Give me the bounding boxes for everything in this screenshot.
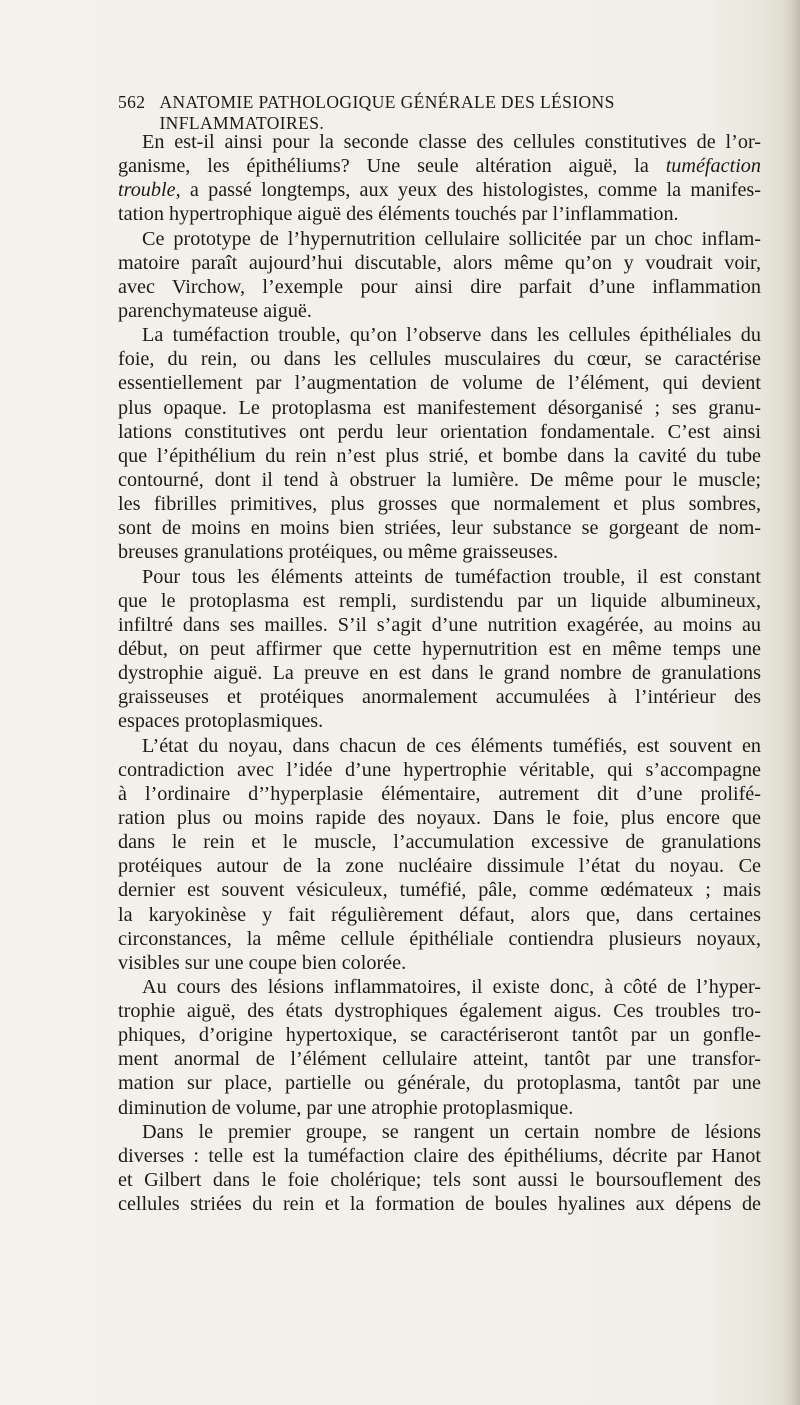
text-line <box>118 1168 761 1192</box>
text-line <box>118 951 761 975</box>
text-run: tation hypertrophique aiguë des éléments touchés par l’inflammation. <box>118 203 679 226</box>
text-line <box>118 1192 761 1216</box>
running-header <box>118 92 758 134</box>
text-line <box>118 854 761 878</box>
text-line <box>118 613 761 637</box>
text-line <box>118 396 761 420</box>
text-run: lations constitutives ont perdu leur orientation fondamentale. C’est ainsi <box>118 420 761 443</box>
text-line <box>118 178 761 202</box>
text-line <box>118 1144 761 1168</box>
text-line <box>118 299 761 323</box>
text-line <box>118 1023 761 1047</box>
text-run: circonstances, la même cellule épithéliale contiendra plusieurs noyaux, <box>118 927 761 950</box>
text-line <box>118 999 761 1023</box>
text-run: essentiellement par l’augmentation de volume de l’élément, qui devient <box>118 372 761 395</box>
running-title: ANATOMIE PATHOLOGIQUE GÉNÉRALE DES LÉSIONS INFLAMMATOIRES. <box>159 92 615 133</box>
text-line <box>118 444 761 468</box>
text-line <box>118 540 761 564</box>
text-run: dans le rein et le muscle, l’accumulation excessive de granulations <box>118 831 761 854</box>
text-line <box>118 589 761 613</box>
text-line <box>118 782 761 806</box>
text-run: plus opaque. Le protoplasma est manifestement désorganisé ; ses granu- <box>118 396 761 419</box>
text-run: espaces protoplasmiques. <box>118 710 324 733</box>
text-run: matoire paraît aujourd’hui discutable, alors même qu’on y voudrait voir, <box>118 251 761 274</box>
text-line <box>118 420 761 444</box>
text-line <box>118 878 761 902</box>
text-line <box>118 661 761 685</box>
text-line <box>118 227 761 251</box>
italic-term: trouble <box>118 179 176 202</box>
text-run: , a passé longtemps, aux yeux des histologistes, comme la manifes- <box>175 179 761 202</box>
text-run: phiques, d’origine hypertoxique, se caractériseront tantôt par un gonfle- <box>118 1024 761 1047</box>
text-run: début, on peut affirmer que cette hypernutrition est en même temps une <box>118 637 761 660</box>
text-line <box>118 806 761 830</box>
text-line <box>118 323 761 347</box>
text-line <box>118 347 761 371</box>
page-number: 562 <box>118 92 146 112</box>
text-run: cellules striées du rein et la formation de boules hyalines aux dépens de <box>118 1193 761 1216</box>
text-line <box>118 516 761 540</box>
text-run: protéiques autour de la zone nucléaire dissimule l’état du noyau. Ce <box>118 855 761 878</box>
text-line <box>118 734 761 758</box>
text-run: foie, du rein, ou dans les cellules musculaires du cœur, se caractérise <box>118 348 761 371</box>
text-run: dystrophie aiguë. La preuve en est dans le grand nombre de granulations <box>118 662 761 685</box>
text-line <box>118 130 761 154</box>
text-run: diverses : telle est la tuméfaction claire des épithéliums, décrite par Hanot <box>118 1144 761 1167</box>
text-run: diminution de volume, par une atrophie protoplasmique. <box>118 1096 574 1119</box>
text-line <box>118 758 761 782</box>
text-line <box>118 371 761 395</box>
text-run: En est-il ainsi pour la seconde classe des cellules constitutives de l’or- <box>142 131 761 153</box>
text-run: la karyokinèse y fait régulièrement défaut, alors que, dans certaines <box>118 903 761 926</box>
text-line <box>118 1047 761 1071</box>
text-run: infiltré dans ses mailles. S’il s’agit d’une nutrition exagérée, au moins au <box>118 613 761 636</box>
text-run: La tuméfaction trouble, qu’on l’observe dans les cellules épithéliales du <box>142 324 761 347</box>
page-edge-shadow <box>782 0 800 1405</box>
text-line <box>118 468 761 492</box>
text-run: visibles sur une coupe bien colorée. <box>118 951 407 974</box>
text-run: parenchymateuse aiguë. <box>118 299 312 322</box>
text-run: dernier est souvent vésiculeux, tuméfié, pâle, comme œdémateux ; mais <box>118 879 761 902</box>
text-line <box>118 565 761 589</box>
text-run: que le protoplasma est rempli, surdistendu par un liquide albumineux, <box>118 589 761 612</box>
text-run: Au cours des lésions inflammatoires, il existe donc, à côté de l’hyper- <box>142 975 761 998</box>
text-line <box>118 685 761 709</box>
text-line <box>118 154 761 178</box>
text-run: contourné, dont il tend à obstruer la lumière. De même pour le muscle; <box>118 468 761 491</box>
text-run: avec Virchow, l’exemple pour ainsi dire parfait d’une inflammation <box>118 275 761 298</box>
text-run: Dans le premier groupe, se rangent un certain nombre de lésions <box>142 1120 761 1143</box>
text-run: que l’épithélium du rein n’est plus strié, et bombe dans la cavité du tube <box>118 444 761 467</box>
text-line <box>118 1071 761 1095</box>
text-run: sont de moins en moins bien striées, leur substance se gorgeant de nom- <box>118 517 761 540</box>
text-run: mation sur place, partielle ou générale, du protoplasma, tantôt par une <box>118 1072 761 1095</box>
text-run: ration plus ou moins rapide des noyaux. Dans le foie, plus encore que <box>118 806 761 829</box>
text-line <box>118 492 761 516</box>
text-run: breuses granulations protéiques, ou même graisseuses. <box>118 541 559 564</box>
text-run: ment anormal de l’élément cellulaire atteint, tantôt par une transfor- <box>118 1048 761 1071</box>
text-run: à l’ordinaire d’’hyperplasie élémentaire, autrement dit d’une prolifé- <box>118 782 761 805</box>
text-line <box>118 830 761 854</box>
text-run: et Gilbert dans le foie cholérique; tels sont aussi le boursouflement des <box>118 1169 761 1192</box>
text-line <box>118 202 761 226</box>
text-line <box>118 251 761 275</box>
text-line <box>118 903 761 927</box>
text-line <box>118 709 761 733</box>
text-line <box>118 1120 761 1144</box>
text-run: contradiction avec l’idée d’une hypertrophie véritable, qui s’accompagne <box>118 758 761 781</box>
text-line <box>118 637 761 661</box>
text-line <box>118 1096 761 1120</box>
text-line <box>118 975 761 999</box>
text-run: les fibrilles primitives, plus grosses que normalement et plus sombres, <box>118 493 761 516</box>
text-run: graisseuses et protéiques anormalement accumulées à l’intérieur des <box>118 686 761 709</box>
text-run: Ce prototype de l’hypernutrition cellulaire sollicitée par un choc inflam- <box>142 227 761 250</box>
body-text <box>118 130 761 1216</box>
text-run: Pour tous les éléments atteints de tuméfaction trouble, il est constant <box>142 565 761 588</box>
italic-term: tuméfaction <box>665 155 761 178</box>
text-run: ganisme, les épithéliums? Une seule altération aiguë, la <box>118 155 666 178</box>
text-line <box>118 275 761 299</box>
text-line <box>118 927 761 951</box>
text-run: L’état du noyau, dans chacun de ces éléments tuméfiés, est souvent en <box>142 734 761 757</box>
text-run: trophie aiguë, des états dystrophiques également aigus. Ces troubles tro- <box>118 1000 761 1023</box>
